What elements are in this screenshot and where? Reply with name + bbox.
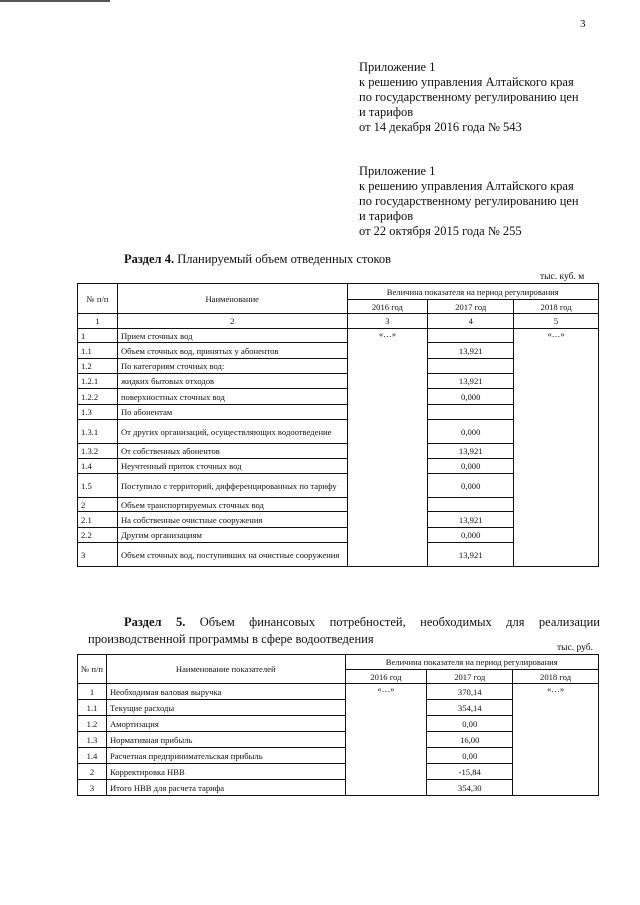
row-value-2017: 13,921 xyxy=(428,512,514,528)
section4-table xyxy=(77,283,599,567)
col-header-2018: 2018 год xyxy=(513,670,599,684)
col-header-period: Величина показателя на период регулирования xyxy=(345,655,599,670)
section5-unit: тыс. руб. xyxy=(557,643,593,653)
row-name: Объем транспортируемых сточных вод xyxy=(117,498,347,512)
row-value-2017: 0,000 xyxy=(428,420,514,444)
row-name: Другим организациям xyxy=(117,528,347,543)
row-name: От собственных абонентов xyxy=(117,444,347,459)
col-number: 3 xyxy=(347,314,428,329)
row-num: 3 xyxy=(78,780,107,796)
annex-line: к решению управления Алтайского края xyxy=(359,179,574,193)
row-num: 1.2 xyxy=(78,716,107,732)
row-value-2017: -15,84 xyxy=(427,764,513,780)
row-value-2017: 0,00 xyxy=(427,716,513,732)
row-value-2017: 0,000 xyxy=(428,528,514,543)
row-num: 3 xyxy=(78,543,118,567)
annex-line: по государственному регулированию цен xyxy=(359,194,579,208)
row-num: 1.1 xyxy=(78,700,107,716)
row-value-2017: 13,921 xyxy=(428,543,514,567)
row-num: 2.2 xyxy=(78,528,118,543)
row-num: 1.2 xyxy=(78,359,118,374)
col-header-2018: 2018 год xyxy=(514,300,599,314)
annex-line: Приложение 1 xyxy=(359,60,436,74)
col-header-name: Наименование xyxy=(117,284,347,314)
row-value-2017: 354,30 xyxy=(427,780,513,796)
row-value-2017: 0,000 xyxy=(428,389,514,405)
section4-title-rest: Планируемый объем отведенных стоков xyxy=(174,252,392,266)
section4-title-bold: Раздел 4. xyxy=(124,252,175,266)
col-number: 5 xyxy=(514,314,599,329)
row-name: Неучтенный приток сточных вод xyxy=(117,459,347,474)
row-name: Нормативная прибыль xyxy=(106,732,345,748)
row-name: По категориям сточных вод: xyxy=(117,359,347,374)
row-name: Прием сточных вод xyxy=(117,329,347,343)
row-name: Объем сточных вод, принятых у абонентов xyxy=(117,343,347,359)
row-num: 1.3 xyxy=(78,732,107,748)
row-num: 1.1 xyxy=(78,343,118,359)
row-value-2017 xyxy=(428,498,514,512)
col-header-2016: 2016 год xyxy=(347,300,428,314)
row-value-2017: 13,921 xyxy=(428,374,514,389)
row-name: Расчетная предпринимательская прибыль xyxy=(106,748,345,764)
row-name: Необходимая валовая выручка xyxy=(106,684,345,700)
row-value-2017: 370,14 xyxy=(427,684,513,700)
col-header-2016: 2016 год xyxy=(345,670,427,684)
row-num: 2 xyxy=(78,764,107,780)
col-header-name: Наименование показателей xyxy=(106,655,345,684)
section5-title-bold: Раздел 5. xyxy=(124,615,186,629)
row-num: 1 xyxy=(78,684,107,700)
section4-unit: тыс. куб. м xyxy=(540,272,585,282)
row-num: 1.4 xyxy=(78,459,118,474)
row-value-2017 xyxy=(428,329,514,343)
row-value-2017: 0,000 xyxy=(428,474,514,498)
section4-title xyxy=(124,252,391,267)
row-value-2017: 16,00 xyxy=(427,732,513,748)
row-name: Итого НВВ для расчета тарифа xyxy=(106,780,345,796)
row-value-2017: 0,000 xyxy=(428,459,514,474)
row-num: 1.3 xyxy=(78,405,118,420)
row-value-2017 xyxy=(428,359,514,374)
row-num: 1.2.1 xyxy=(78,374,118,389)
row-num: 1.5 xyxy=(78,474,118,498)
annex-line: по государственному регулированию цен xyxy=(359,90,579,104)
annex-line: Приложение 1 xyxy=(359,164,436,178)
col-header-period: Величина показателя на период регулирования xyxy=(347,284,599,300)
col-number: 1 xyxy=(78,314,118,329)
row-name: Амортизация xyxy=(106,716,345,732)
row-value-2017: 13,921 xyxy=(428,343,514,359)
annex-line: к решению управления Алтайского края xyxy=(359,75,574,89)
row-value-2017: 0,00 xyxy=(427,748,513,764)
section5-table xyxy=(77,654,599,796)
scan-edge-line xyxy=(0,0,110,2)
annex-line: и тарифов xyxy=(359,105,414,119)
annex-line: и тарифов xyxy=(359,209,414,223)
col-header-num: № п/п xyxy=(78,284,118,314)
section5-title xyxy=(88,614,600,648)
col-header-num: № п/п xyxy=(78,655,107,684)
row-num: 1.3.1 xyxy=(78,420,118,444)
col-header-2017: 2017 год xyxy=(428,300,514,314)
annex-block-previous xyxy=(359,164,619,239)
row-name: поверхностных сточных вод xyxy=(117,389,347,405)
value-2016-placeholder: «…» xyxy=(347,329,428,567)
row-num: 1.2.2 xyxy=(78,389,118,405)
row-num: 2 xyxy=(78,498,118,512)
page-number: 3 xyxy=(580,18,586,30)
row-num: 1.4 xyxy=(78,748,107,764)
value-2016-placeholder: «…» xyxy=(345,684,427,796)
row-value-2017: 354,14 xyxy=(427,700,513,716)
row-name: На собственные очистные сооружения xyxy=(117,512,347,528)
row-value-2017: 13,921 xyxy=(428,444,514,459)
row-name: Объем сточных вод, поступивших на очистные сооружения xyxy=(117,543,347,567)
col-header-2017: 2017 год xyxy=(427,670,513,684)
row-num: 1 xyxy=(78,329,118,343)
value-2018-placeholder: «…» xyxy=(514,329,599,567)
row-name: От других организаций, осуществляющих водоотведение xyxy=(117,420,347,444)
table-row xyxy=(78,684,599,700)
section5-title-rest: Объем финансовых потребностей, необходимых для реализации производственной программы в сфере водоотведения xyxy=(88,615,600,646)
col-number: 4 xyxy=(428,314,514,329)
table-row xyxy=(78,329,599,343)
annex-line: от 22 октября 2015 года № 255 xyxy=(359,224,522,238)
row-num: 1.3.2 xyxy=(78,444,118,459)
annex-line: от 14 декабря 2016 года № 543 xyxy=(359,120,522,134)
row-name: жидких бытовых отходов xyxy=(117,374,347,389)
col-number: 2 xyxy=(117,314,347,329)
annex-block-current xyxy=(359,60,619,135)
row-value-2017 xyxy=(428,405,514,420)
value-2018-placeholder: «…» xyxy=(513,684,599,796)
row-name: Корректировка НВВ xyxy=(106,764,345,780)
row-name: Текущие расходы xyxy=(106,700,345,716)
row-num: 2.1 xyxy=(78,512,118,528)
row-name: По абонентам xyxy=(117,405,347,420)
row-name: Поступило с территорий, дифференцированных по тарифу xyxy=(117,474,347,498)
